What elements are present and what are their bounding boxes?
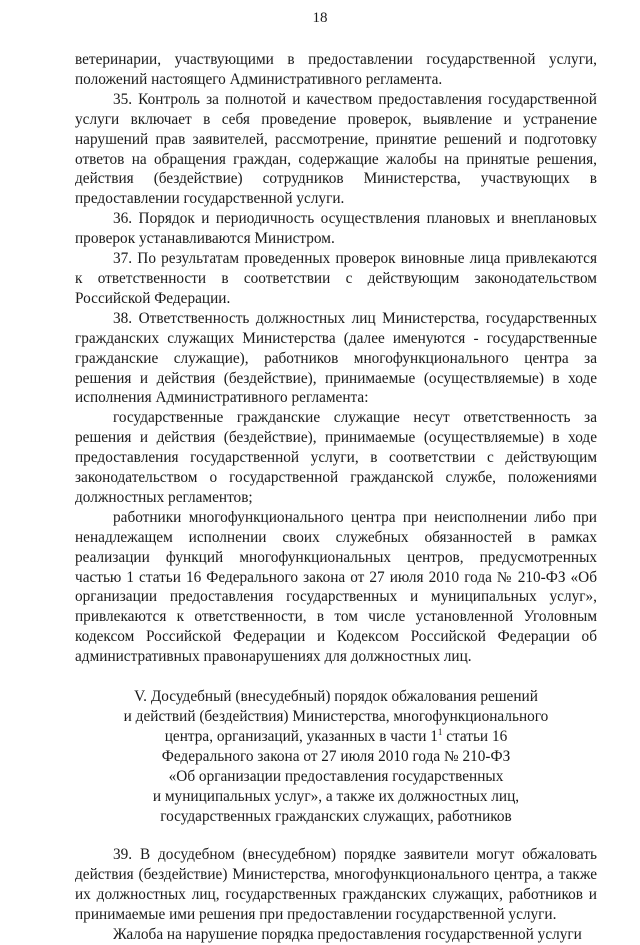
heading-line: «Об организации предоставления государственных [168, 767, 504, 785]
paragraph-38-mfc-workers: работники многофункционального центра при неисполнении либо при ненадлежащем исполнении своих служебных обязанностей в рамках реализации функций многофункциональных центров, предусмотренных частью 1 статьи 16 Федерального закона от 27 июля 2010 года № 210-ФЗ «Об организации предоставления государственных и муниципальных услуг», привлекаются к ответственности, в том числе установленной Уголовным кодексом Российской Федерации и Кодексом Российской Федерации об административных правонарушениях для должностных лиц. [75, 508, 597, 666]
heading-text: статьи 16 [442, 727, 508, 745]
section-v-heading [75, 687, 597, 826]
paragraph-complaint: Жалоба на нарушение порядка предоставления государственной услуги [113, 926, 582, 944]
paragraph-39: 39. В досудебном (внесудебном) порядке заявители могут обжаловать действия (бездействие) Министерства, многофункционального центра, а также их должностных лиц, государственных гражданских служащих, работников и принимаемые ими решения при предоставлении государственной услуги. [75, 846, 597, 924]
paragraph-38-civil-servants: государственные гражданские служащие несут ответственность за решения и действия (бездействие), принимаемые (осуществляемые) в ходе предоставления государственной услуги, в соответствии с действующим законодательством о государственной гражданской службе, положениями должностных регламентов; [75, 409, 597, 506]
paragraph-36: 36. Порядок и периодичность осуществления плановых и внеплановых проверок устанавливаются Министром. [75, 210, 597, 248]
superscript: 1 [437, 726, 443, 737]
heading-line: V. Досудебный (внесудебный) порядок обжалования решений [134, 688, 538, 706]
paragraph-37: 37. По результатам проведенных проверок виновные лица привлекаются к ответственности в соответствии с действующим законодательством Российской Федерации. [75, 250, 597, 307]
paragraph-38: 38. Ответственность должностных лиц Министерства, государственных гражданских служащих Министерства (далее именуются - государственные гражданские служащие), работников многофункционального центра за решения и действия (бездействие), принимаемые (осуществляемые) в ходе исполнения Административного регламента: [75, 309, 597, 407]
heading-line: и действий (бездействия) Министерства, многофункционального [123, 708, 549, 725]
paragraph-continued: ветеринарии, участвующими в предоставлении государственной услуги, положений настоящего Административного регламента. [75, 51, 597, 88]
heading-line: и муниципальных услуг», а также их должностных лиц, [152, 787, 520, 805]
document-body [75, 50, 597, 945]
heading-line: Федерального закона от 27 июля 2010 года № 210-ФЗ [161, 747, 511, 765]
page-number: 18 [312, 10, 328, 26]
heading-line: государственных гражданских служащих, работников [160, 807, 512, 825]
heading-text: центра, организаций, указанных в части 1 [164, 727, 438, 745]
heading-line-with-superscript [75, 727, 597, 747]
paragraph-35: 35. Контроль за полнотой и качеством предоставления государственной услуги включает в себя проведение проверок, выявление и устранение нарушений прав заявителей, рассмотрение, принятие решений и подготовку ответов на обращения граждан, содержащие жалобы на принятые решения, действия (бездействие) сотрудников Министерства, участвующих в предоставлении государственной услуги. [75, 90, 597, 208]
